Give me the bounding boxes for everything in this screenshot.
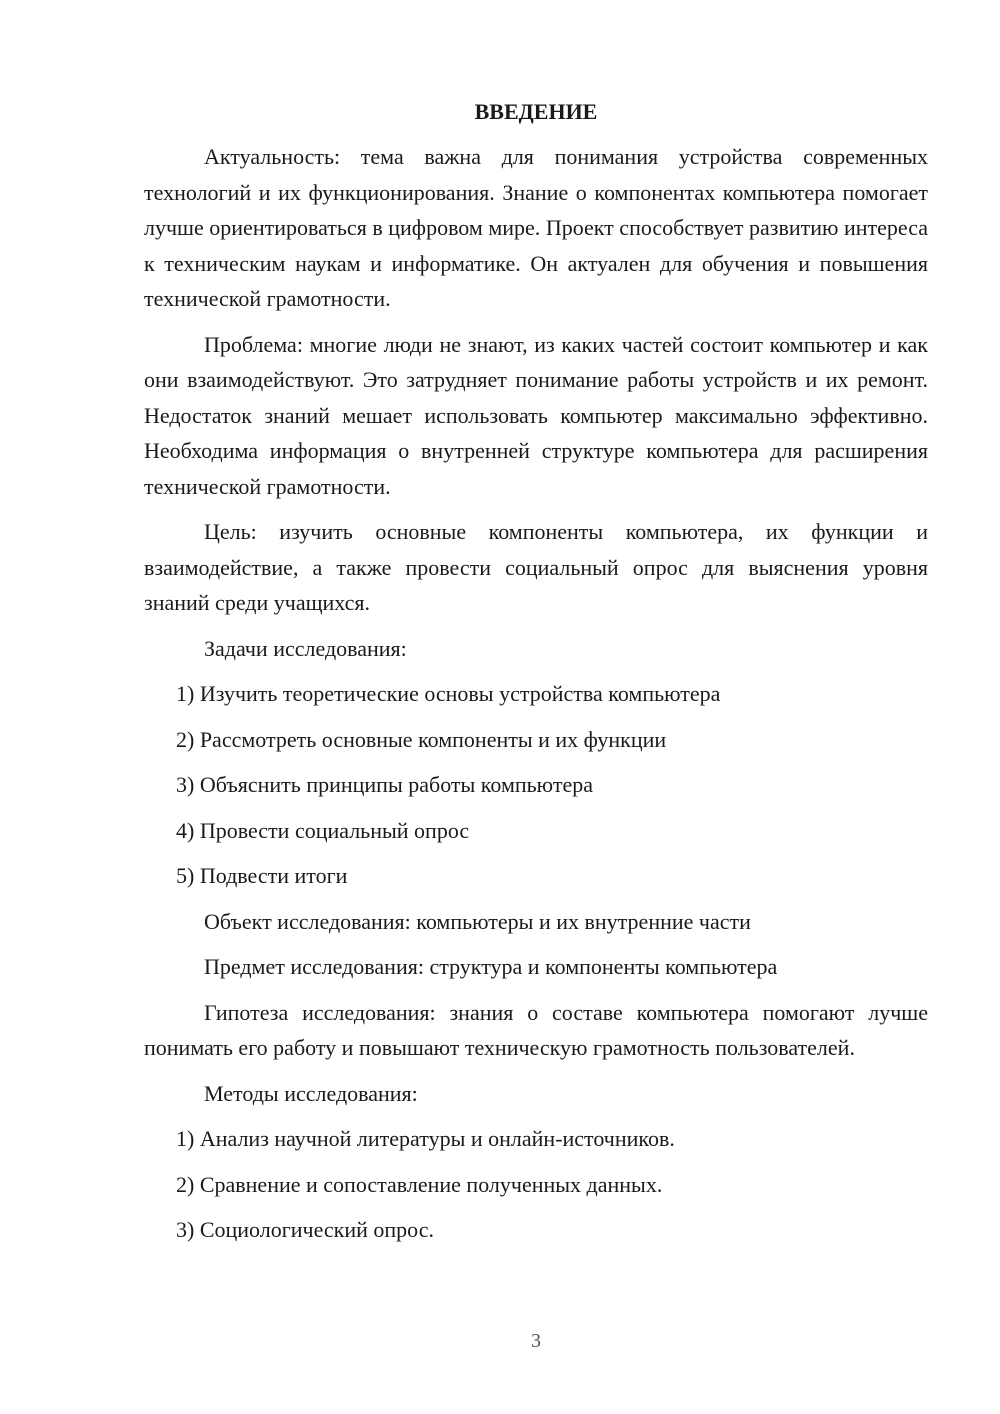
method-item: 1) Анализ научной литературы и онлайн-источников.	[176, 1126, 675, 1151]
hypothesis-paragraph: Гипотеза исследования: знания о составе компьютера помогают лучше понимать его работу и повышают техническую грамотность пользователей.	[144, 999, 928, 1060]
tasks-heading: Задачи исследования:	[204, 635, 407, 661]
task-item: 3) Объяснить принципы работы компьютера	[176, 772, 593, 797]
goal-paragraph: Цель: изучить основные компоненты компьютера, их функции и взаимодействие, а также провести социальный опрос для выяснения уровня знаний среди учащихся.	[144, 519, 928, 615]
relevance-paragraph: Актуальность: тема важна для понимания устройства современных технологий и их функционирования. Знание о компонентах компьютера помогает лучше ориентироваться в цифровом мире. Проект способствует развитию интереса к техническим наукам и информатике. Он актуален для обучения и повышения технической грамотности.	[144, 144, 928, 311]
page-number: 3	[531, 1330, 541, 1352]
task-item: 5) Подвести итоги	[176, 863, 348, 888]
problem-paragraph: Проблема: многие люди не знают, из каких частей состоит компьютер и как они взаимодействуют. Это затрудняет понимание работы устройств и их ремонт. Недостаток знаний мешает использовать компьютер максимально эффективно. Необходима информация о внутренней структуре компьютера для расширения технической грамотности.	[144, 331, 928, 499]
research-subject: Предмет исследования: структура и компоненты компьютера	[204, 954, 778, 979]
document-page	[144, 94, 928, 1258]
page-title: ВВЕДЕНИЕ	[474, 99, 598, 124]
methods-heading: Методы исследования:	[204, 1080, 418, 1106]
task-item: 4) Провести социальный опрос	[176, 817, 470, 843]
task-item: 2) Рассмотреть основные компоненты и их функции	[176, 726, 667, 752]
method-item: 3) Социологический опрос.	[176, 1217, 434, 1242]
task-item: 1) Изучить теоретические основы устройства компьютера	[176, 681, 721, 706]
method-item: 2) Сравнение и сопоставление полученных данных.	[176, 1171, 663, 1197]
research-object: Объект исследования: компьютеры и их внутренние части	[204, 908, 751, 934]
